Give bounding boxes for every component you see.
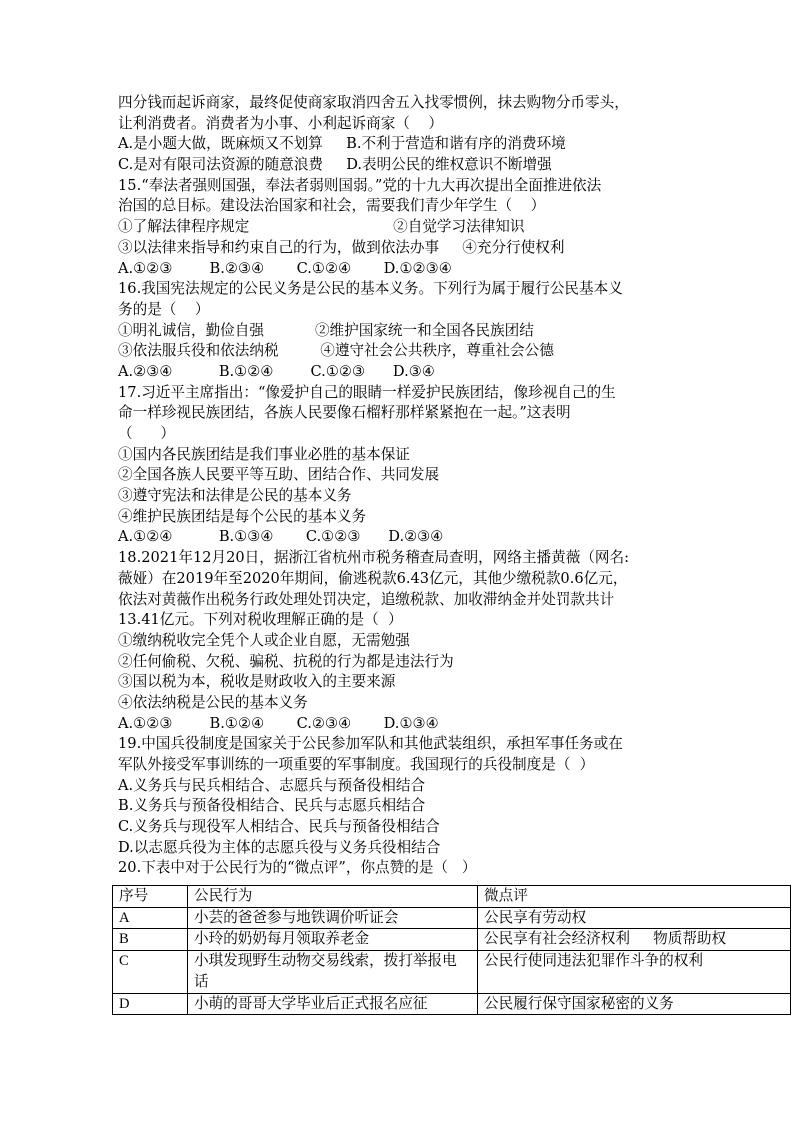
header-number: 序号 [113, 886, 188, 908]
text-line: 务的是（ ） [118, 300, 210, 318]
text-line: ④维护民族团结是每个公民的基本义务 [118, 507, 367, 525]
text-line: ②全国各族人民要平等互助、团结合作、共同发展 [118, 466, 440, 484]
text-line: 依法对黄薇作出税务行政处理处罚决定，追缴税款、加收滞纳金并处罚款共计 [118, 590, 615, 608]
text-line: 治国的总目标。建设法治国家和社会，需要我们青少年学生（ ） [118, 197, 546, 215]
table-row [113, 929, 791, 951]
text-line: ③国以税为本，税收是财政收入的主要来源 [118, 673, 396, 691]
text-line: 四分钱而起诉商家，最终促使商家取消四舍五入找零惯例，抹去购物分币零头， [118, 94, 629, 111]
text-line: 19.中国兵役制度是国家关于公民参加军队和其他武装组织，承担军事任务或在 [118, 735, 623, 753]
header-comment: 微点评 [478, 886, 791, 908]
question-text [118, 93, 678, 879]
text-line: D.以志愿兵役为主体的志愿兵役与义务兵役相结合 [118, 838, 441, 856]
text-line: ③依法服兵役和依法纳税 ④遵守社会公共秩序，尊重社会公德 [118, 342, 554, 360]
row-comment: 公民享有社会经济权利 物质帮助权 [478, 929, 791, 951]
text-line: ④依法纳税是公民的基本义务 [118, 693, 308, 711]
row-comment: 公民行使同违法犯罪作斗争的权利 [478, 951, 791, 993]
row-behavior: 小萌的哥哥大学毕业后正式报名应征 [188, 993, 478, 1015]
text-line: ①缴纳税收完全凭个人或企业自愿，无需勉强 [118, 631, 410, 649]
table-row [113, 907, 791, 929]
text-line: ①明礼诚信，勤俭自强 ②维护国家统一和全国各民族团结 [118, 321, 534, 339]
text-line: B.义务兵与预备役相结合、民兵与志愿兵相结合 [118, 797, 426, 815]
text-line: 薇娅）在2019年至2020年期间，偷逃税款6.43亿元，其他少缴税款0.6亿元， [118, 569, 628, 587]
text-line: 让利消费者。消费者为小事、小利起诉商家（ ） [118, 114, 444, 132]
text-line: 军队外接受军事训练的一项重要的军事制度。我国现行的兵役制度是（ ） [118, 756, 595, 773]
text-line: ③遵守宪法和法律是公民的基本义务 [118, 487, 352, 505]
text-line: 13.41亿元。下列对税收理解正确的是（ ） [118, 611, 403, 629]
text-line: A.义务兵与民兵相结合、志愿兵与预备役相结合 [118, 776, 426, 794]
text-line: A.①②③ B.①②④ C.②③④ D.①③④ [118, 714, 439, 732]
row-label: C [113, 951, 188, 993]
citizen-behavior-table [112, 885, 790, 1015]
text-line: ③以法律来指导和约束自己的行为，做到依法办事 ④充分行使权利 [118, 238, 565, 256]
text-line: ①国内各民族团结是我们事业必胜的基本保证 [118, 445, 410, 463]
text-line: A.①②④ B.①③④ C.①②③ D.②③④ [118, 528, 444, 546]
text-line: （ ） [118, 425, 176, 442]
table-row [113, 993, 791, 1015]
row-label: B [113, 929, 188, 951]
table-header-row [113, 886, 791, 908]
text-line: 15.“奉法者强则国强，奉法者弱则国弱。”党的十九大再次提出全面推进依法 [118, 176, 602, 194]
text-line: A.①②③ B.②③④ C.①②④ D.①②③④ [118, 259, 452, 277]
text-line: C.是对有限司法资源的随意浪费 D.表明公民的维权意识不断增强 [118, 156, 552, 174]
table-row [113, 951, 791, 993]
row-comment: 公民享有劳动权 [478, 907, 791, 929]
row-label: D [113, 993, 188, 1015]
header-behavior: 公民行为 [188, 886, 478, 908]
text-line: 16.我国宪法规定的公民义务是公民的基本义务。下列行为属于履行公民基本义 [118, 280, 623, 298]
text-line: C.义务兵与现役军人相结合、民兵与预备役相结合 [118, 818, 440, 836]
text-line: A.②③④ B.①②④ C.①②③ D.③④ [118, 362, 435, 380]
row-behavior: 小玲的奶奶每月领取养老金 [188, 929, 478, 951]
row-behavior: 小琪发现野生动物交易线索，拨打举报电话 [188, 951, 478, 993]
row-label: A [113, 907, 188, 929]
text-line: 命一样珍视民族团结，各族人民要像石榴籽那样紧紧抱在一起。”这表明 [118, 404, 571, 422]
text-line: 17.习近平主席指出：“像爱护自己的眼睛一样爱护民族团结，像珍视自己的生 [118, 383, 616, 401]
text-line: A.是小题大做，既麻烦又不划算 B.不利于营造和谐有序的消费环境 [118, 135, 566, 153]
text-line: 18.2021年12月20日，据浙江省杭州市税务稽查局查明，网络主播黄薇（网名: [118, 549, 630, 567]
row-comment: 公民履行保守国家秘密的义务 [478, 993, 791, 1015]
text-line: ①了解法律程序规定 ②自觉学习法律知识 [118, 218, 525, 236]
text-line: 20.下表中对于公民行为的“微点评”，你点赞的是（ ） [118, 859, 477, 877]
text-line: ②任何偷税、欠税、骗税、抗税的行为都是违法行为 [118, 652, 454, 670]
row-behavior: 小芸的爸爸参与地铁调价听证会 [188, 907, 478, 929]
